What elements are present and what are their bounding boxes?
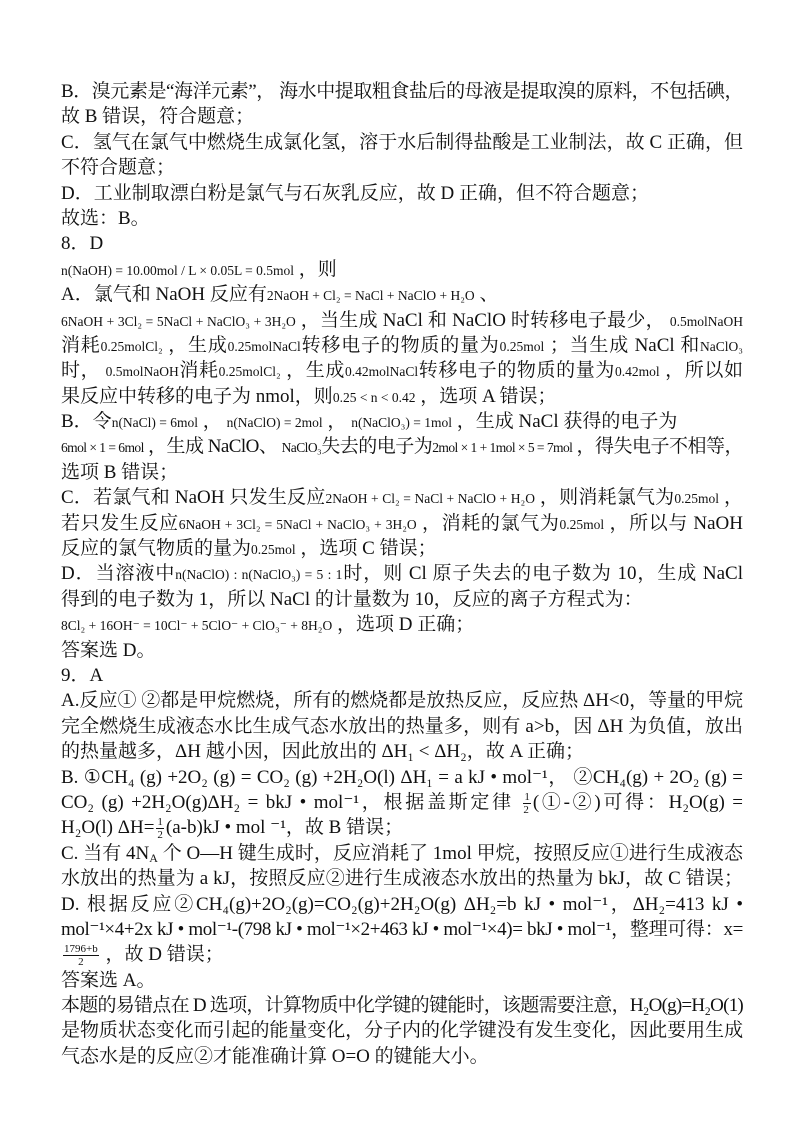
text-run: ，选项 D 正确； <box>332 614 475 636</box>
formula: 0.25mol <box>674 491 720 507</box>
text-line <box>61 688 743 713</box>
text-run: 时，则 Cl 原子失去的电子数为 10，生成 NaCl <box>342 563 743 585</box>
text-line <box>61 181 743 206</box>
text-run: CO₂ (g) +2H₂O(g)ΔH₂ = bkJ • mol⁻¹，根据盖斯定律 <box>61 791 522 813</box>
fraction-numerator: 1 <box>157 815 163 828</box>
formula: n(NaClO₃) = 1mol <box>351 415 452 431</box>
text-line <box>61 104 743 129</box>
text-run: (a-b)kJ • mol ⁻¹，故 B 错误； <box>165 817 404 839</box>
formula: 0.5molNaOH <box>669 313 744 329</box>
text-line <box>61 1018 743 1043</box>
text-line <box>61 384 743 409</box>
formula: NaClO₃ <box>700 338 743 354</box>
text-line <box>61 1044 743 1069</box>
text-line <box>61 790 743 815</box>
text-line <box>61 739 743 764</box>
text-run: ， <box>719 487 743 509</box>
text-run: 反应的氯气物质的量为 <box>61 538 252 560</box>
text-run: ，故 D 错误； <box>100 944 224 966</box>
answer-explanation-text <box>61 79 743 1069</box>
formula: n(NaCl) = 6mol <box>111 415 199 431</box>
formula: n(NaClO) : n(NaClO₃) = 5 : 1 <box>175 567 343 583</box>
text-line <box>61 155 743 180</box>
text-run: B．溴元素是“海洋元素”， 海水中提取粗食盐后的母液是提取溴的原料，不包括碘， <box>61 81 743 102</box>
formula: 2NaOH + Cl₂ = NaCl + NaClO + H₂O <box>266 288 475 304</box>
text-run: 本题的易错点在 D 选项，计算物质中化学键的键能时，该题需要注意，H₂O(g)=H₂O(1) <box>61 995 743 1017</box>
text-line <box>61 511 743 536</box>
text-run: 消耗 <box>61 334 101 356</box>
text-line <box>61 333 743 358</box>
formula: 6mol × 1 = 6mol <box>61 440 144 456</box>
subscript: A <box>149 850 158 865</box>
text-line <box>61 130 743 155</box>
formula: 2mol × 1 + 1mol × 5 = 7mol <box>432 440 573 456</box>
text-run: mol⁻¹×4+2x kJ • mol⁻¹-(798 kJ • mol⁻¹×2+463 kJ • mol⁻¹×4)= bkJ • mol⁻¹，整理可得：x= <box>61 918 743 940</box>
text-run: 答案选 D。 <box>61 639 156 661</box>
text-line <box>61 841 743 866</box>
text-run: 转移电子的物质的量为 <box>300 334 500 356</box>
formula: 0.25molCl₂ <box>218 364 281 380</box>
text-run: ，则消耗氯气为 <box>534 487 675 509</box>
formula: n(NaOH) = 10.00mol / L × 0.05L = 0.5mol <box>61 262 294 278</box>
text-run: A.反应① ②都是甲烷燃烧，所有的燃烧都是放热反应，反应热 ΔH<0，等量的甲烷 <box>61 690 744 712</box>
text-run: ，生成 NaCl 获得的电子为 <box>452 411 678 433</box>
text-run: ，所以与 NaOH <box>604 512 743 534</box>
text-run: B. ①CH₄ (g) +2O₂ (g) = CO₂ (g) +2H₂O(l) ΔH₁ = a kJ • mol⁻¹， ②CH₄(g) + 2O₂ (g) = <box>61 766 743 788</box>
text-run: ，生成 NaClO、 <box>143 436 282 458</box>
text-run: C．氢气在氯气中燃烧生成氯化氢，溶于水后制得盐酸是工业制法，故 C 正确，但 <box>61 131 743 153</box>
text-run: 故 B 错误，符合题意； <box>61 106 255 128</box>
formula: 6NaOH + 3Cl₂ = 5NaCl + NaClO₃ + 3H₂O <box>178 516 417 532</box>
text-line <box>61 460 743 485</box>
text-run: ；当生成 NaCl 和 <box>544 334 701 356</box>
text-run: ，得失电子不相等， <box>572 436 743 458</box>
formula: NaClO₃ <box>281 440 322 456</box>
text-run: 时， <box>61 360 106 382</box>
text-run: 若只发生反应 <box>61 512 179 534</box>
fraction-numerator: 1 <box>524 790 530 803</box>
text-run: 气态水是的反应②才能准确计算 O=O 的键能大小。 <box>61 1045 489 1067</box>
text-line <box>61 866 743 891</box>
text-line <box>61 714 743 739</box>
text-line <box>61 587 743 612</box>
text-line <box>61 638 743 663</box>
formula: n(NaClO) = 2mol <box>226 415 323 431</box>
text-run: ，选项 C 错误； <box>295 538 437 560</box>
text-run: 8．D <box>61 233 104 255</box>
text-run: D．工业制取漂白粉是氯气与石灰乳反应，故 D 正确，但不符合题意； <box>61 182 649 204</box>
text-run: ，选项 A 错误； <box>415 385 557 407</box>
fraction-denominator: 2 <box>78 955 84 968</box>
formula: 0.42molNaCl <box>345 364 419 380</box>
formula: 0.25mol <box>559 516 605 532</box>
text-line <box>61 561 743 586</box>
fraction-numerator: 1796+b <box>64 942 98 955</box>
text-run: ，则 <box>293 258 337 280</box>
text-run: 失去的电子为 <box>321 436 433 458</box>
text-run: ，当生成 NaCl 和 NaClO 时转移电子最少， <box>295 309 670 331</box>
text-run: 是物质状态变化而引起的能量变化，分子内的化学键没有发生变化，因此要用生成 <box>61 1020 743 1042</box>
text-run: ，生成 <box>280 360 346 382</box>
text-line <box>61 942 743 967</box>
text-line <box>61 536 743 561</box>
text-run: 9．A <box>61 664 104 686</box>
formula: 2NaOH + Cl₂ = NaCl + NaClO + H₂O <box>325 491 535 507</box>
text-run: (①-②)可得：H₂O(g) = <box>532 791 744 813</box>
text-line <box>61 612 743 637</box>
text-run: C. 当有 4N <box>61 842 150 864</box>
formula: 0.42mol <box>615 364 660 380</box>
text-run: C．若氯气和 NaOH 只发生反应 <box>61 487 326 509</box>
text-run: 不符合题意； <box>61 157 176 179</box>
formula: 0.5molNaOH <box>105 364 179 380</box>
formula: 0.25mol <box>251 542 296 558</box>
text-run: D．当溶液中 <box>61 563 176 585</box>
formula: 8Cl₂ + 16OH⁻ = 10Cl⁻ + 5ClO⁻ + ClO₃⁻ + 8H₂O <box>61 618 333 634</box>
formula: 0.25 < n < 0.42 <box>332 389 416 405</box>
text-run: 个 O—H 键生成时，反应消耗了 1mol 甲烷，按照反应①进行生成液态 <box>157 842 743 864</box>
text-run: 果反应中转移的电子为 nmol，则 <box>61 385 333 407</box>
fraction <box>156 817 164 841</box>
text-line <box>61 765 743 790</box>
text-line <box>61 308 743 333</box>
text-line <box>61 434 743 459</box>
text-run: ， <box>198 411 227 433</box>
text-line <box>61 968 743 993</box>
text-run: B．令 <box>61 411 112 433</box>
text-line <box>61 79 743 104</box>
text-run: 故选：B。 <box>61 207 150 229</box>
text-line <box>61 206 743 231</box>
fraction <box>523 792 531 816</box>
text-line <box>61 892 743 917</box>
text-run: ，消耗的氯气为 <box>416 512 560 534</box>
text-line <box>61 815 743 840</box>
text-run: 完全燃烧生成液态水比生成气态水放出的热量多，则有 a>b，因 ΔH 为负值，放出 <box>61 715 743 737</box>
text-run: A．氯气和 NaOH 反应有 <box>61 284 267 306</box>
text-run: 的热量越多，ΔH 越小因，因此放出的 ΔH₁ < ΔH₂，故 A 正确； <box>61 741 584 763</box>
question-number <box>61 231 743 256</box>
fraction <box>63 944 99 968</box>
text-run: 、 <box>474 284 499 306</box>
formula: 0.25molCl₂ <box>100 338 163 354</box>
text-run: ， <box>322 411 352 433</box>
text-line <box>61 409 743 434</box>
question-number <box>61 663 743 688</box>
text-line <box>61 917 743 942</box>
text-run: H₂O(l) ΔH= <box>61 817 155 839</box>
text-run: 消耗 <box>178 360 219 382</box>
text-run: 转移电子的物质的量为 <box>418 360 616 382</box>
text-run: 选项 B 错误； <box>61 461 179 483</box>
text-line <box>61 485 743 510</box>
formula: 0.25molNaCl <box>227 338 301 354</box>
text-line <box>61 257 743 282</box>
text-run: 得到的电子数为 1，所以 NaCl 的计量数为 10，反应的离子方程式为： <box>61 588 643 610</box>
text-run: ，所以如 <box>659 360 743 382</box>
text-run: ，生成 <box>162 334 228 356</box>
fraction-denominator: 2 <box>157 828 163 841</box>
text-run: 水放出的热量为 a kJ，按照反应②进行生成液态水放出的热量为 bkJ，故 C 错误； <box>61 868 743 890</box>
text-line <box>61 358 743 383</box>
formula: 6NaOH + 3Cl₂ = 5NaCl + NaClO₃ + 3H₂O <box>61 313 296 329</box>
text-line <box>61 282 743 307</box>
text-run: D. 根据反应②CH₄(g)+2O₂(g)=CO₂(g)+2H₂O(g) ΔH₂=b kJ • mol⁻¹，ΔH₂=413 kJ • <box>61 893 743 915</box>
formula: 0.25mol <box>499 338 545 354</box>
text-run: 答案选 A。 <box>61 969 156 991</box>
text-line <box>61 993 743 1018</box>
fraction-denominator: 2 <box>523 803 529 816</box>
